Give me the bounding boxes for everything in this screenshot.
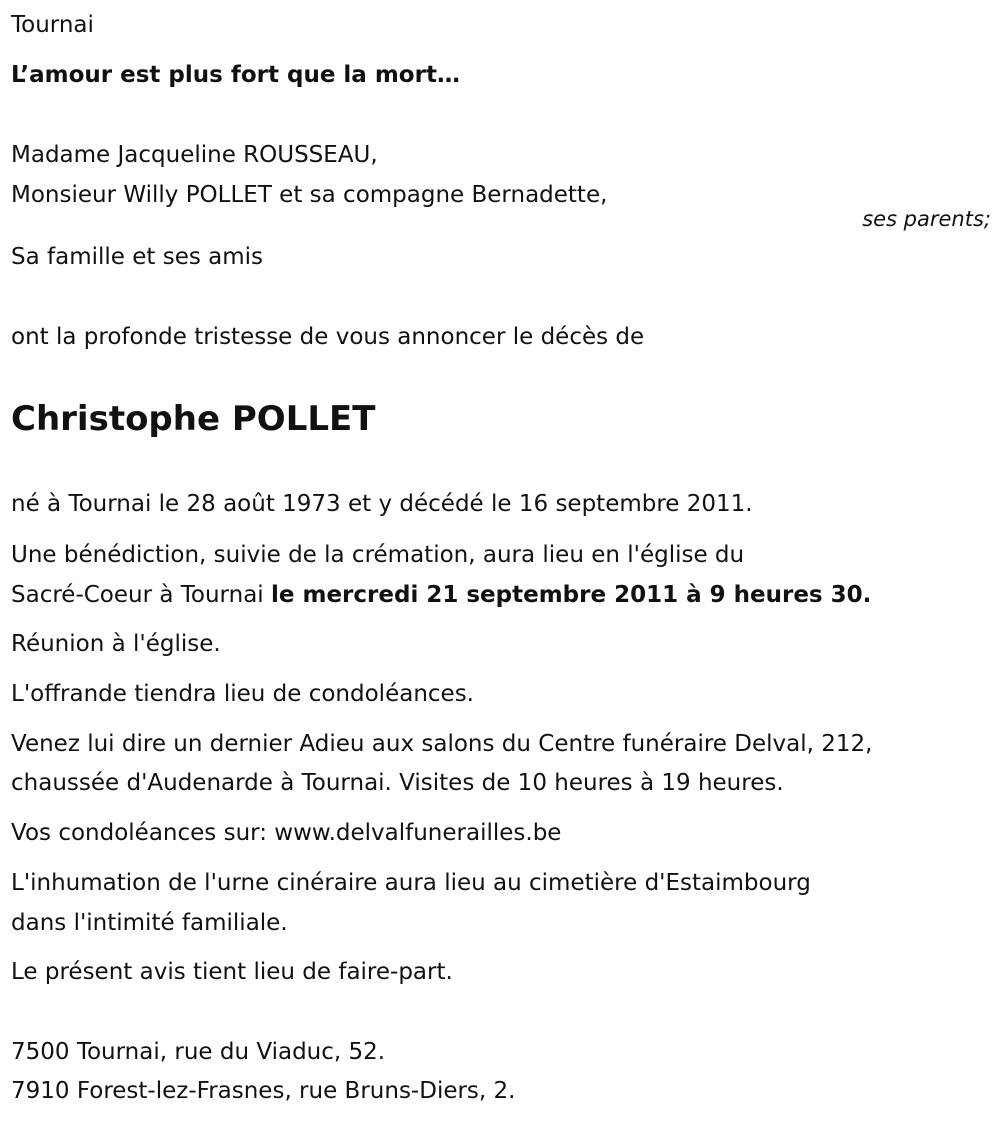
visit-line-1: Venez lui dire un dernier Adieu aux salons du Centre funéraire Delval, 212, (11, 731, 873, 757)
birth-death-text: né à Tournai le 28 août 1973 et y décédé le 16 septembre 2011. (11, 491, 753, 517)
deceased-name: Christophe POLLET (11, 399, 376, 439)
ceremony-place: Sacré-Coeur à Tournai (11, 582, 271, 608)
visit-line-2: chaussée d'Audenarde à Tournai. Visites de 10 heures à 19 heures. (11, 770, 784, 796)
burial-line-2: dans l'intimité familiale. (11, 910, 288, 936)
address-line-2: 7910 Forest-lez-Frasnes, rue Bruns-Diers, 2. (11, 1078, 516, 1104)
meeting-text: Réunion à l'église. (11, 631, 221, 657)
address-line-1: 7500 Tournai, rue du Viaduc, 52. (11, 1039, 386, 1065)
family-line-2: Monsieur Willy POLLET et sa compagne Bernadette, (11, 182, 608, 208)
burial-line-1: L'inhumation de l'urne cinéraire aura lieu au cimetière d'Estaimbourg (11, 870, 811, 896)
ceremony-date: le mercredi 21 septembre 2011 à 9 heures 30. (271, 582, 872, 608)
offering-text: L'offrande tiendra lieu de condoléances. (11, 681, 474, 707)
relation-text: ses parents; (862, 207, 991, 231)
family-line-3: Sa famille et ses amis (11, 244, 264, 270)
ceremony-line-2 (11, 580, 871, 610)
notice-text: Le présent avis tient lieu de faire-part. (11, 959, 453, 985)
announcement-text: ont la profonde tristesse de vous annoncer le décès de (11, 324, 645, 350)
ceremony-line-1: Une bénédiction, suivie de la crémation, aura lieu en l'église du (11, 542, 745, 568)
motto-text: L’amour est plus fort que la mort… (11, 62, 460, 88)
obituary-notice (11, 0, 991, 1126)
family-line-1: Madame Jacqueline ROUSSEAU, (11, 142, 378, 168)
condolences-text: Vos condoléances sur: www.delvalfunerailles.be (11, 820, 562, 846)
location-text: Tournai (11, 12, 94, 38)
